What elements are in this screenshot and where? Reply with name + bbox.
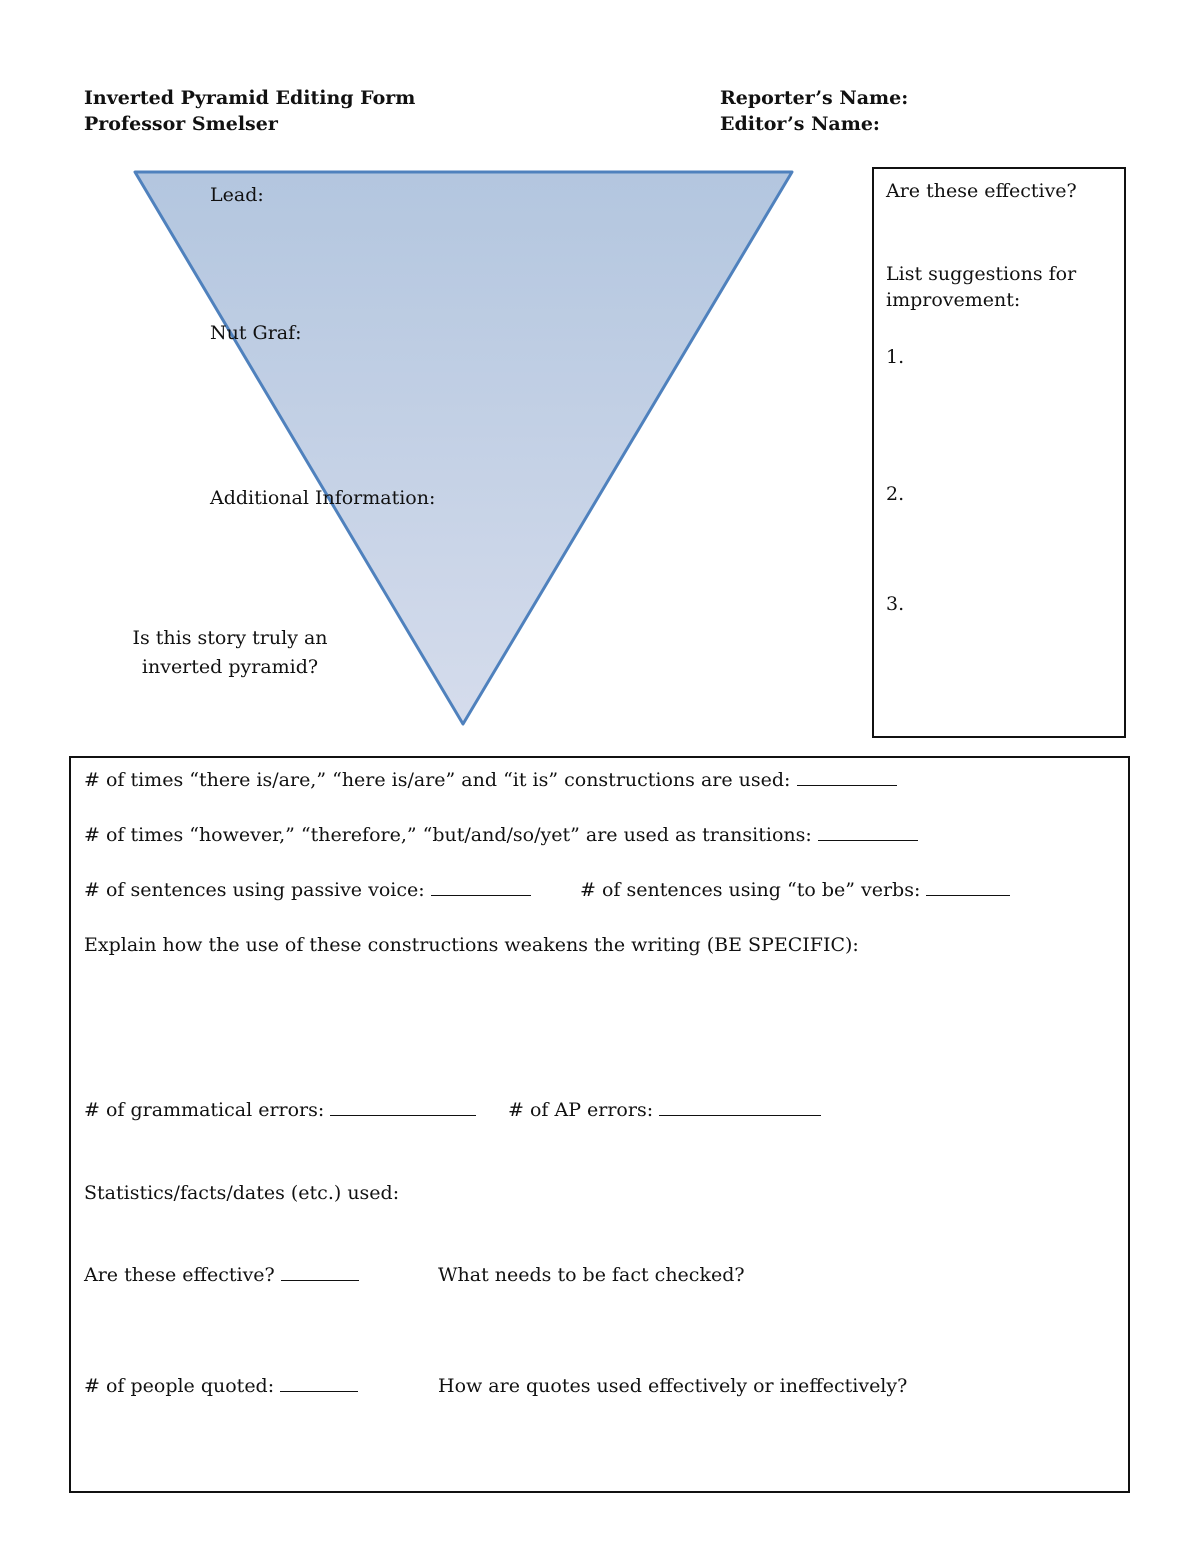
additional-information-label: Additional Information:: [210, 487, 436, 509]
suggestion-item-3[interactable]: 3.: [886, 593, 905, 615]
transitions-row: [84, 822, 918, 848]
transitions-label: # of times “however,” “therefore,” “but/and/so/yet” are used as transitions:: [84, 824, 812, 846]
lead-label: Lead:: [210, 184, 264, 206]
ap-errors-row: [508, 1097, 821, 1123]
there-is-constructions-blank[interactable]: [797, 767, 897, 786]
to-be-verbs-label: # of sentences using “to be” verbs:: [580, 879, 921, 901]
passive-voice-label: # of sentences using passive voice:: [84, 879, 425, 901]
there-is-constructions-label: # of times “there is/are,” “here is/are” and “it is” constructions are used:: [84, 769, 791, 791]
grammar-errors-label: # of grammatical errors:: [84, 1099, 325, 1121]
to-be-verbs-blank[interactable]: [926, 877, 1010, 896]
there-is-constructions-row: [84, 767, 897, 793]
transitions-blank[interactable]: [818, 822, 918, 841]
grammar-errors-row: [84, 1097, 476, 1123]
effective-row: [84, 1262, 359, 1288]
effective-label: Are these effective?: [84, 1264, 275, 1286]
form-title: Inverted Pyramid Editing Form: [84, 87, 416, 109]
fact-check-label: What needs to be fact checked?: [438, 1264, 745, 1286]
nut-graf-label: Nut Graf:: [210, 322, 302, 344]
ap-errors-blank[interactable]: [659, 1097, 821, 1116]
quotes-usage-label: How are quotes used effectively or ineffectively?: [438, 1375, 908, 1397]
editor-name-label: Editor’s Name:: [720, 113, 880, 135]
passive-voice-row: [84, 877, 531, 903]
grammar-errors-blank[interactable]: [330, 1097, 476, 1116]
side-effective-question: Are these effective?: [886, 180, 1077, 202]
statistics-label: Statistics/facts/dates (etc.) used:: [84, 1182, 400, 1204]
pyramid-question-line2: inverted pyramid?: [141, 656, 319, 678]
suggestion-item-1[interactable]: 1.: [886, 346, 905, 368]
suggestions-label-line2: improvement:: [886, 289, 1021, 311]
passive-voice-blank[interactable]: [431, 877, 531, 896]
pyramid-question-line1: Is this story truly an: [132, 627, 328, 649]
reporter-name-label: Reporter’s Name:: [720, 87, 909, 109]
suggestions-label-line1: List suggestions for: [886, 263, 1077, 285]
to-be-verbs-row: [580, 877, 1010, 903]
suggestion-item-2[interactable]: 2.: [886, 483, 905, 505]
suggestions-box: [872, 167, 1126, 738]
professor-name: Professor Smelser: [84, 113, 278, 135]
ap-errors-label: # of AP errors:: [508, 1099, 654, 1121]
people-quoted-label: # of people quoted:: [84, 1375, 275, 1397]
explain-label: Explain how the use of these constructions weakens the writing (BE SPECIFIC):: [84, 934, 859, 956]
people-quoted-row: [84, 1373, 358, 1399]
effective-blank[interactable]: [281, 1262, 359, 1281]
people-quoted-blank[interactable]: [280, 1373, 358, 1392]
